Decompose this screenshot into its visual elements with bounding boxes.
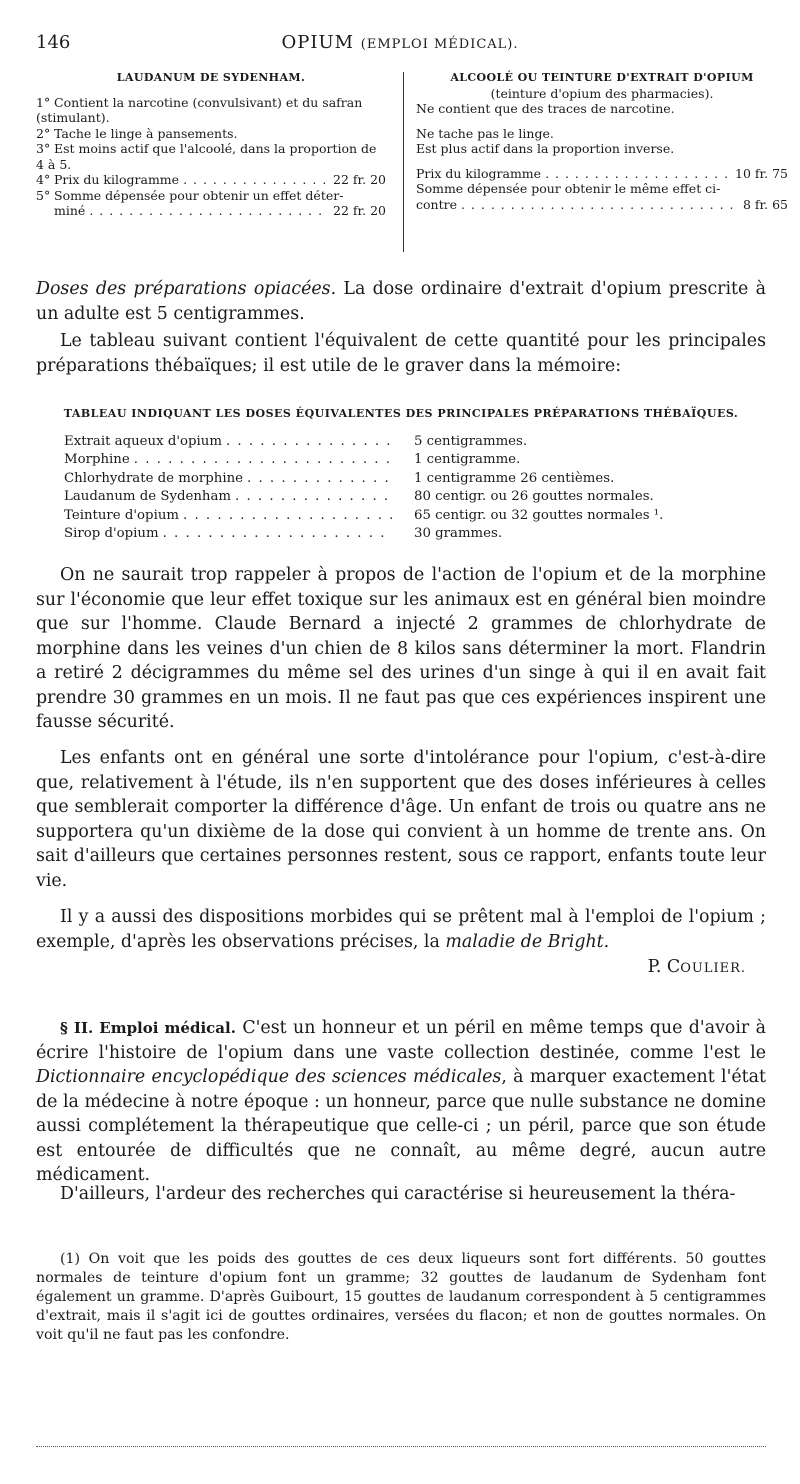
alcoole-cost-row: Somme dépensée pour obtenir le même effet ci- bbox=[416, 181, 721, 196]
page-header bbox=[36, 32, 764, 62]
section-heading: § II. Emploi médical. bbox=[60, 1019, 236, 1037]
table-row: Sirop d'opium . . . 30 grammes. bbox=[64, 525, 724, 543]
page-number: 146 bbox=[36, 32, 71, 53]
table-row: Teinture d'opium . . . 65 centigr. ou 32 gouttes normales ¹. bbox=[64, 507, 724, 525]
alcoole-item: Ne contient que des traces de narcotine. bbox=[416, 101, 675, 116]
laudanum-item: 2° Tache le linge à pansements. bbox=[36, 125, 238, 141]
alcoole-item: Ne tache pas le linge. bbox=[416, 125, 554, 141]
alcoole-title: ALCOOLÉ OU TEINTURE D'EXTRAIT D'OPIUM bbox=[450, 71, 754, 84]
laudanum-cost-value-row: miné . . . 22 fr. 20 bbox=[36, 203, 386, 219]
enfants-paragraph: Les enfants ont en général une sorte d'intolérance pour l'opium, c'est-à-dire que, relativement à l'étude, ils n'en supportent que des doses inférieures à celles que semblerait comporter la différence d'âge. Un enfant de trois ou quatre ans ne supportera qu'un dixième de la dose qui convient à un homme de trente ans. On sait d'ailleurs que certaines personnes restent, sous ce rapport, enfants toute leur vie. bbox=[36, 748, 766, 891]
ailleurs-paragraph: D'ailleurs, l'ardeur des recherches qui caractérise si heureusement la théra- bbox=[60, 1184, 736, 1204]
dispositions-paragraph: Il y a aussi des dispositions morbides qui se prêtent mal à l'emploi de l'opium ; exemple, d'après les observations précises, la maladie de Bright. bbox=[36, 907, 766, 952]
table-title: TABLEAU INDIQUANT LES DOSES ÉQUIVALENTES DES PRINCIPALES PRÉPARATIONS THÉBAÏQUES. bbox=[63, 407, 739, 420]
alcoole-price-row: Prix du kilogramme . . . 10 fr. 75 bbox=[416, 166, 788, 182]
laudanum-price-row: 4° Prix du kilogramme . . . 22 fr. 20 bbox=[36, 172, 386, 188]
author-signature: P. COULIER. bbox=[647, 957, 746, 977]
alcoole-item: Est plus actif dans la proportion inverse. bbox=[416, 141, 675, 156]
footnote: (1) On voit que les poids des gouttes de ces deux liqueurs sont fort différents. 50 gouttes normales de teinture d'opium font un gramme; 32 gouttes de laudanum de Sydenham font également un gramme. D'après Guibourt, 15 gouttes de laudanum correspondent à 5 centigrammes d'extrait, mais il s'agit ici de gouttes ordinaires, versées du flacon; et non de gouttes normales. On voit qu'il ne faut pas les confondre. bbox=[36, 1251, 766, 1343]
laudanum-column bbox=[36, 70, 386, 219]
laudanum-cost-row: 5° Somme dépensée pour obtenir un effet déter- bbox=[36, 187, 344, 203]
table-row: Morphine . . . 1 centigramme. bbox=[64, 451, 724, 469]
laudanum-title: LAUDANUM DE SYDENHAM. bbox=[116, 71, 306, 84]
alcoole-cost-value-row: contre . . . 8 fr. 65 bbox=[416, 197, 788, 213]
opium-paragraph: On ne saurait trop rappeler à propos de l'action de l'opium et de la morphine sur l'économie que leur effet toxique sur les animaux est en général bien moindre que sur l'homme. Claude Bernard a injecté 2 grammes de chlorhydrate de morphine dans les veines d'un chien de 8 kilos sans déterminer la mort. Flandrin a retiré 2 décigrammes du même sel des urines d'un singe à qui il en avait fait prendre 30 grammes en un mois. Il ne faut pas que ces expériences inspirent une fausse sécurité. bbox=[36, 565, 766, 732]
dose-table bbox=[64, 433, 724, 543]
column-divider bbox=[403, 72, 404, 252]
comparison-block bbox=[36, 70, 788, 255]
table-row: Extrait aqueux d'opium . . . 5 centigrammes. bbox=[64, 433, 724, 451]
bottom-dotted-rule bbox=[36, 1446, 766, 1448]
running-title bbox=[36, 32, 764, 53]
alcoole-column bbox=[416, 70, 788, 212]
laudanum-item: 1° Contient la narcotine (convulsivant) et du safran (stimulant). bbox=[36, 94, 363, 125]
tableau-paragraph: Le tableau suivant contient l'équivalent de cette quantité pour les principales préparations thébaïques; il est utile de le graver dans la mémoire: bbox=[36, 331, 766, 376]
doses-text: La dose ordinaire d'extrait d'opium prescrite à un adulte est 5 centigrammes. bbox=[36, 279, 766, 324]
doses-paragraph bbox=[36, 277, 766, 326]
table-row: Laudanum de Sydenham . . . 80 centigr. ou 26 gouttes normales. bbox=[64, 488, 724, 506]
doses-heading: Doses des préparations opiacées. bbox=[36, 279, 337, 299]
running-title-sub: (EMPLOI MÉDICAL). bbox=[360, 37, 519, 52]
laudanum-item: 3° Est moins actif que l'alcoolé, dans la proportion de 4 à 5. bbox=[36, 141, 377, 172]
table-row: Chlorhydrate de morphine . . . 1 centigramme 26 centièmes. bbox=[64, 470, 724, 488]
running-title-main: OPIUM bbox=[281, 32, 355, 53]
emploi-paragraph: § II. Emploi médical. C'est un honneur et un péril en même temps que d'avoir à écrire l'histoire de l'opium dans une vaste collection destinée, comme l'est le Dictionnaire encyclopédique des sciences médicales, à marquer exactement l'état de la médecine à notre époque : un honneur, parce que nulle substance ne domine aussi complétement la thérapeutique que celle-ci ; un péril, parce que son étude est entourée de difficultés que ne connaît, au même degré, aucun autre médicament. bbox=[36, 1018, 767, 1185]
alcoole-subtitle: (teinture d'opium des pharmacies). bbox=[490, 85, 714, 101]
